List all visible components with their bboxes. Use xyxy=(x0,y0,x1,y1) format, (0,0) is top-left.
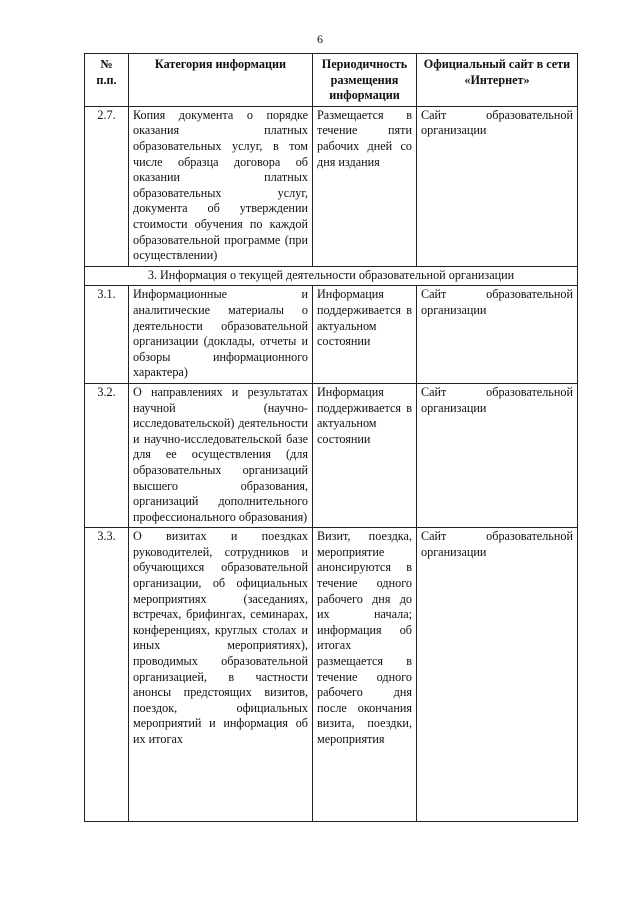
header-category: Категория информации xyxy=(129,54,313,107)
row-category: О направлениях и результатах научной (научно-исследовательской) деятельности и научно-исследовательской базе для ее осуществления (для образовательных организаций высшего образования, организаций дополнительного профессионального образования) xyxy=(129,383,313,527)
header-site: Официальный сайт в сети «Интернет» xyxy=(417,54,578,107)
header-num: № п.п. xyxy=(85,54,129,107)
table-row xyxy=(85,286,578,384)
section-title: 3. Информация о текущей деятельности образовательной организации xyxy=(85,266,578,286)
row-periodicity: Информация поддерживается в актуальном состоянии xyxy=(313,286,417,384)
table-row xyxy=(85,106,578,266)
table-row xyxy=(85,528,578,822)
row-periodicity: Визит, поездка, мероприятие анонсируются в течение одного рабочего дня до их начала; информация об итогах размещается в течение одного рабочего дня после окончания визита, поездки, мероприятия xyxy=(313,528,417,822)
row-site: Сайт образовательной организации xyxy=(417,528,578,822)
row-site: Сайт образовательной организации xyxy=(417,286,578,384)
row-periodicity: Информация поддерживается в актуальном состоянии xyxy=(313,383,417,527)
row-num: 2.7. xyxy=(85,106,129,266)
table-header-row xyxy=(85,54,578,107)
section-row xyxy=(85,266,578,286)
information-table xyxy=(84,53,578,822)
page-number: 6 xyxy=(317,32,323,46)
row-num: 3.3. xyxy=(85,528,129,822)
row-site: Сайт образовательной организации xyxy=(417,383,578,527)
row-category: О визитах и поездках руководителей, сотрудников и обучающихся образовательной организации, об официальных мероприятиях (заседаниях, встречах, брифингах, семинарах, конференциях, круглых столах и иных мероприятиях), проводимых образовательной организацией, в частности анонсы предстоящих визитов, поездок, официальных мероприятий и информация об их итогах xyxy=(129,528,313,822)
row-site: Сайт образовательной организации xyxy=(417,106,578,266)
table-row xyxy=(85,383,578,527)
row-category: Информационные и аналитические материалы о деятельности образовательной организации (доклады, отчеты и обзоры информационного характера) xyxy=(129,286,313,384)
row-category: Копия документа о порядке оказания платных образовательных услуг, в том числе образца договора об оказании платных образовательных услуг, документа об утверждении стоимости обучения по каждой образовательной программе (при осуществлении) xyxy=(129,106,313,266)
row-periodicity: Размещается в течение пяти рабочих дней со дня издания xyxy=(313,106,417,266)
row-num: 3.1. xyxy=(85,286,129,384)
header-periodicity: Периодичность размещения информации xyxy=(313,54,417,107)
row-num: 3.2. xyxy=(85,383,129,527)
